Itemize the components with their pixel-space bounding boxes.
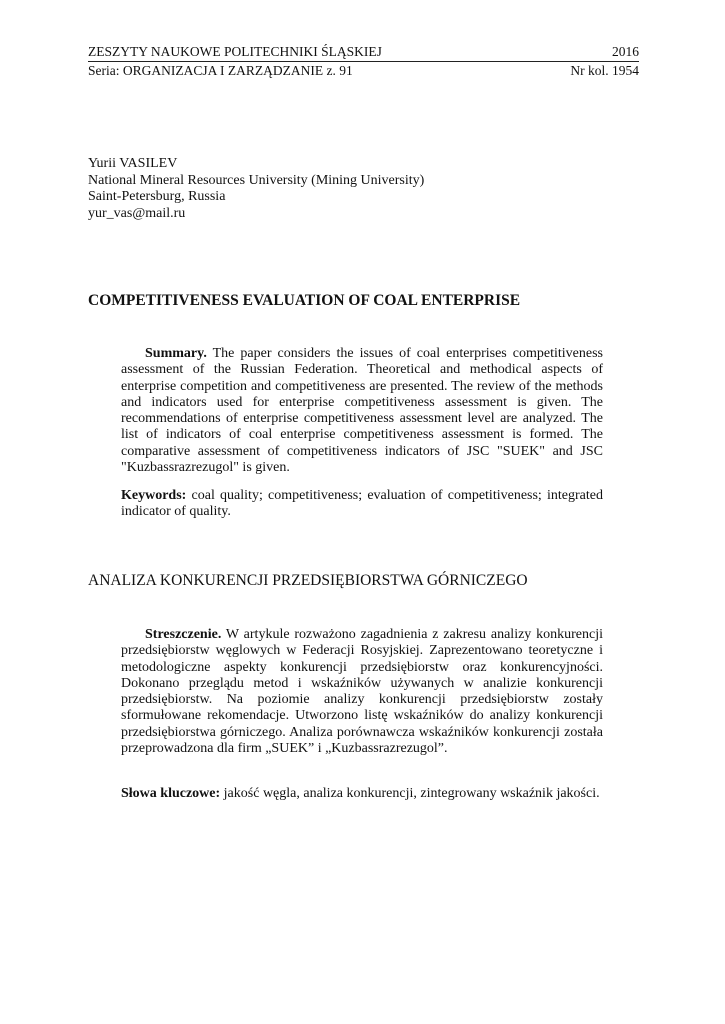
- running-header-bottom: [88, 63, 639, 79]
- polish-summary: [121, 627, 603, 757]
- slowa-kluczowe-text: jakość węgla, analiza konkurencji, zintegrowany wskaźnik jakości.: [220, 786, 600, 801]
- author-location: Saint-Petersburg, Russia: [88, 189, 226, 204]
- streszczenie-label: Streszczenie.: [145, 627, 222, 642]
- author-affiliation: National Mineral Resources University (Mining University): [88, 172, 425, 188]
- english-title: COMPETITIVENESS EVALUATION OF COAL ENTERPRISE: [88, 292, 521, 309]
- english-summary: [121, 346, 603, 476]
- author-name: Yurii VASILEV: [88, 156, 178, 171]
- journal-year: 2016: [612, 44, 639, 59]
- slowa-kluczowe-label: Słowa kluczowe:: [121, 786, 221, 801]
- english-keywords: [121, 488, 603, 521]
- keywords-text: coal quality; competitiveness; evaluation of competitiveness; integrated indicator of quality.: [121, 488, 603, 520]
- journal-series: Seria: ORGANIZACJA I ZARZĄDZANIE z. 91: [88, 63, 353, 78]
- streszczenie-text: W artykule rozważono zagadnienia z zakresu analizy konkurencji przedsiębiorstw węglowych w Federacji Rosyjskiej. Zaprezentowano teoretyczne i metodologiczne aspekty konkurencji przedsiębiorstw oraz konkurencyjności. Dokonano przeglądu metod i wskaźników używanych w analizie konkurencji przedsiębiorstw. Na poziomie analizy konkurencji przedsiębiorstw zostały sformułowane rekomendacje. Utworzono listę wskaźników do analizy konkurencji przedsiębiorstwa górniczego. Analiza porównawcza wskaźników konkurencji została przeprowadzona dla firm „SUEK” i „Kuzbassrazrezugol”.: [121, 627, 603, 757]
- journal-name: ZESZYTY NAUKOWE POLITECHNIKI ŚLĄSKIEJ: [88, 44, 382, 59]
- keywords-label: Keywords:: [121, 488, 187, 503]
- running-header-top: [88, 44, 639, 60]
- author-email: yur_vas@mail.ru: [88, 205, 186, 221]
- journal-issue: Nr kol. 1954: [570, 63, 639, 78]
- summary-text: The paper considers the issues of coal enterprises competitiveness assessment of the Russian Federation. Theoretical and methodical aspects of enterprise competition and competitiveness are presented. The review of the methods and indicators used for enterprise competitiveness assessment is given. The recommendations of enterprise competitiveness assessment level are analyzed. The list of indicators of coal enterprise competitiveness assessment is formed. The comparative assessment of competitiveness indicators of JSC "SUEK" and JSC "Kuzbassrazrezugol" is given.: [121, 346, 603, 476]
- author-block: [88, 156, 424, 222]
- header-rule: [88, 61, 639, 62]
- polish-keywords: [121, 786, 603, 802]
- summary-label: Summary.: [145, 346, 207, 361]
- polish-title: ANALIZA KONKURENCJI PRZEDSIĘBIORSTWA GÓRNICZEGO: [88, 572, 528, 589]
